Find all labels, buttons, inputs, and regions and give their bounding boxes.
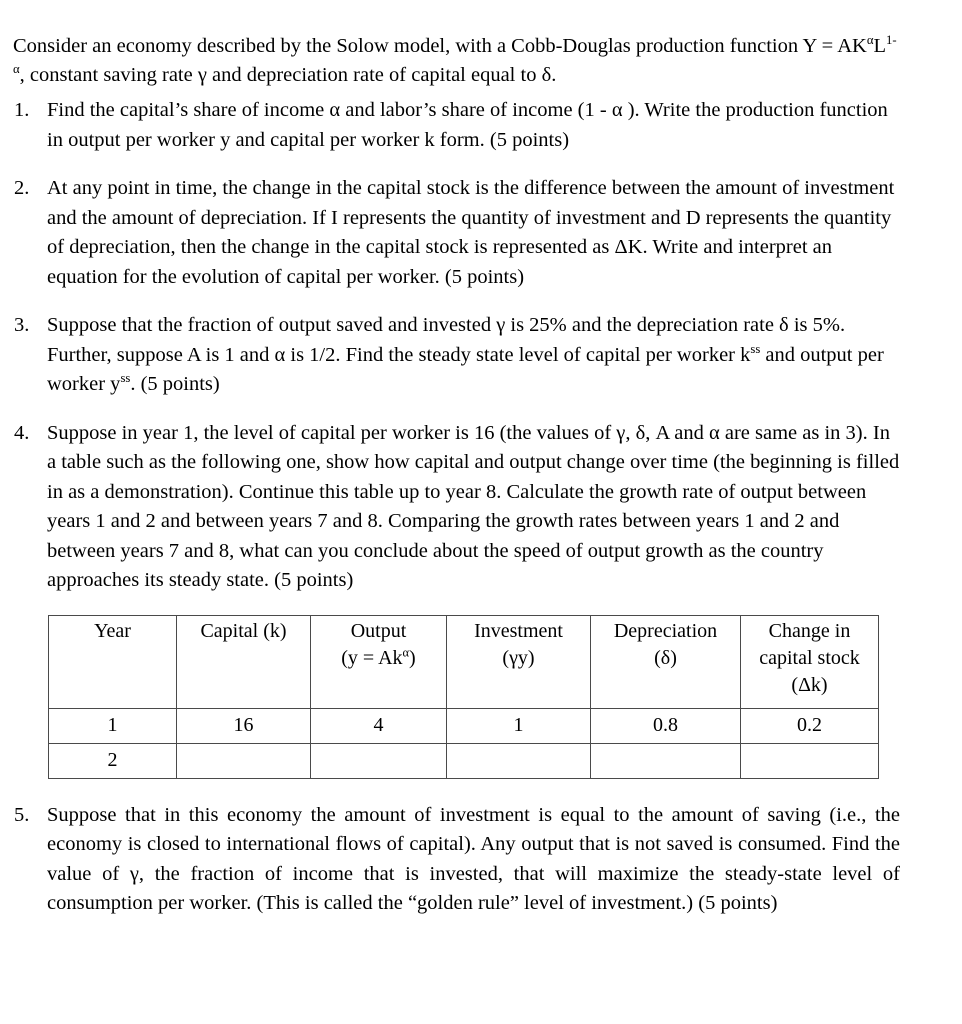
column-header-capital — [177, 615, 311, 708]
question-list — [0, 96, 962, 938]
question-text-1: Find the capital’s share of income α and labor’s share of income (1 - α ). Write the production function in output per worker y and capital per worker k form. (5 points) — [47, 99, 888, 151]
cell-capital: 16 — [177, 708, 311, 743]
table-row — [49, 708, 879, 743]
question-number-1: 1. — [14, 99, 30, 121]
column-header-change-line2: capital stock — [759, 646, 860, 669]
column-header-output-line2 — [315, 645, 442, 672]
cell-depreciation: 0.8 — [591, 708, 741, 743]
cell-output: 4 — [311, 708, 447, 743]
question-item-1 — [0, 96, 962, 155]
intro-text-part1: Consider an economy described by the Solow model, with a Cobb-Douglas production function Y = AK — [13, 34, 867, 57]
cell-output — [311, 743, 447, 778]
question-number-2: 2. — [14, 177, 30, 199]
column-header-capital-line1: Capital (k) — [200, 619, 287, 642]
column-header-change-line3: (Δk) — [791, 673, 828, 696]
question-text-2: At any point in time, the change in the capital stock is the difference between the amount of investment and the amount of depreciation. If I represents the quantity of investment and D represents the quantity of depreciation, then the change in the capital stock is represented as ΔK. Write and interpret an equation for the evolution of capital per worker. (5 points) — [47, 177, 895, 288]
question-item-4 — [0, 419, 962, 596]
question-3-superscript-kss: ss — [750, 341, 761, 356]
column-header-output — [311, 615, 447, 708]
intro-superscript-alpha: α — [866, 32, 874, 47]
intro-superscript-one-minus-alpha: 1- α — [13, 32, 897, 76]
column-header-depreciation — [591, 615, 741, 708]
cell-capital — [177, 743, 311, 778]
cell-change — [741, 743, 879, 778]
question-number-3: 3. — [14, 314, 30, 336]
question-number-4: 4. — [14, 421, 30, 444]
question-item-3 — [0, 311, 962, 400]
column-header-output-line1: Output — [350, 619, 407, 642]
question-item-2 — [0, 174, 962, 292]
column-header-investment-line1: Investment — [474, 619, 563, 642]
cell-investment: 1 — [447, 708, 591, 743]
column-header-year — [49, 615, 177, 708]
output-formula-superscript-alpha: α — [402, 644, 410, 659]
column-header-change-in-capital-stock — [741, 615, 879, 708]
table-body — [49, 708, 879, 778]
cell-year: 2 — [49, 743, 177, 778]
question-text-3-part2: and output per worker y — [47, 343, 884, 395]
column-header-depreciation-line2: (δ) — [654, 646, 677, 669]
solow-growth-table — [48, 615, 879, 779]
cell-change: 0.2 — [741, 708, 879, 743]
cell-depreciation — [591, 743, 741, 778]
intro-text-part3: , constant saving rate γ and depreciation rate of capital equal to δ. — [19, 63, 557, 86]
column-header-investment — [447, 615, 591, 708]
cell-year: 1 — [49, 708, 177, 743]
question-text-5: Suppose that in this economy the amount of investment is equal to the amount of saving (i.e., the economy is closed to international flows of capital). Any output that is not saved is consumed. Find the value of γ, the fraction of income that is invested, that will maximize the steady-state level of consumption per worker. (This is called the “golden rule” level of investment.) (5 points) — [47, 803, 900, 914]
output-formula-suffix: ) — [409, 646, 416, 669]
cell-investment — [447, 743, 591, 778]
question-item-5 — [0, 801, 962, 919]
table-header-row — [49, 615, 879, 708]
solow-table-container — [0, 615, 962, 779]
output-formula-prefix: (y = Ak — [341, 646, 403, 669]
column-header-depreciation-line1: Depreciation — [613, 619, 718, 642]
column-header-year-line1: Year — [94, 619, 131, 642]
intro-paragraph — [13, 32, 902, 90]
question-3-superscript-yss: ss — [120, 371, 131, 386]
column-header-investment-line2: (γy) — [502, 646, 535, 669]
question-text-4: Suppose in year 1, the level of capital per worker is 16 (the values of γ, δ, A and α are same as in 3). In a table such as the following one, show how capital and output change over time (the beginning is filled in as a demonstration). Continue this table up to year 8. Calculate the growth rate of output between years 1 and 2 and between years 7 and 8. Comparing the growth rates between years 1 and 2 and between years 7 and 8, what can you conclude about the speed of output growth as the country approaches its steady state. (5 points) — [47, 421, 900, 591]
column-header-change-line1: Change in — [768, 619, 851, 642]
question-text-3-part3: . (5 points) — [130, 373, 220, 395]
table-head — [49, 615, 879, 708]
intro-text-part2: L — [873, 34, 887, 57]
question-text-3-part1: Suppose that the fraction of output saved and invested γ is 25% and the depreciation rate δ is 5%. Further, suppose A is 1 and α is 1/2. Find the steady state level of capital per worker k — [47, 314, 846, 366]
question-number-5: 5. — [14, 803, 30, 826]
table-row — [49, 743, 879, 778]
